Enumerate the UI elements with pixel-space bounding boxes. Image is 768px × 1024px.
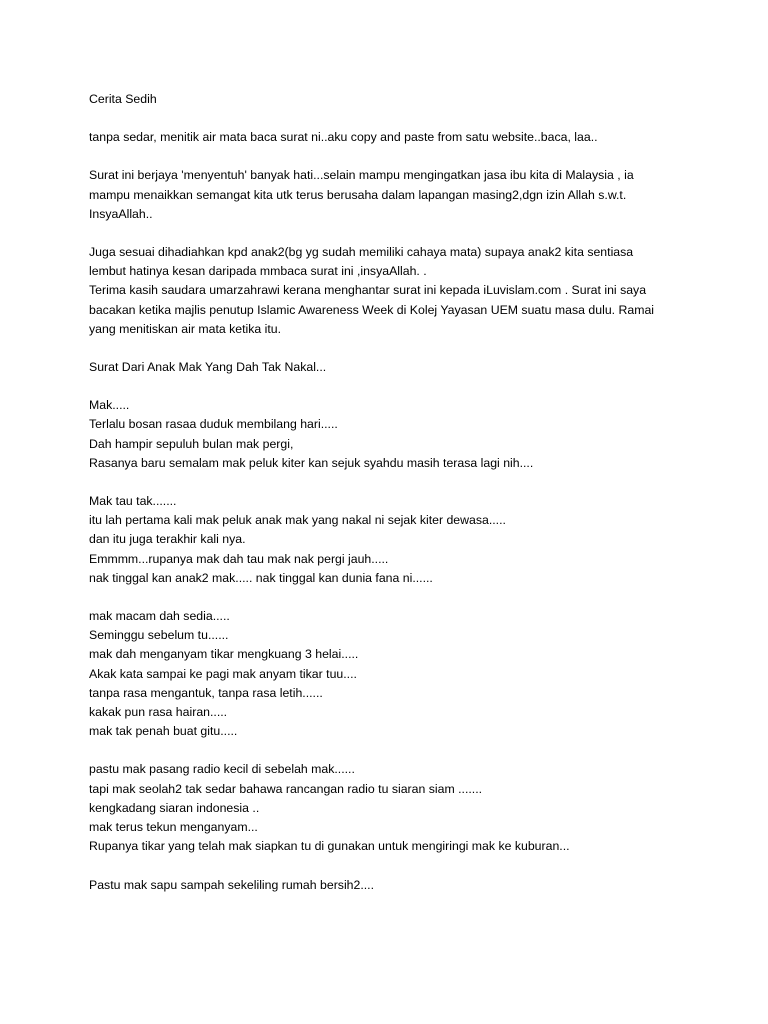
text-line: Terima kasih saudara umarzahrawi kerana menghantar surat ini kepada iLuvislam.com . Surat ini saya — [89, 283, 647, 298]
text-line: tapi mak seolah2 tak sedar bahawa rancangan radio tu siaran siam ....... — [89, 781, 483, 796]
paragraph-list — [89, 128, 689, 895]
document-body — [89, 90, 689, 914]
text-line: mak terus tekun menganyam... — [89, 820, 258, 835]
text-line: Juga sesuai dihadiahkan kpd anak2(bg yg sudah memiliki cahaya mata) supaya anak2 kita sentiasa — [89, 245, 634, 260]
document-title: Cerita Sedih — [89, 92, 157, 106]
text-line: Akak kata sampai ke pagi mak anyam tikar tuu.... — [89, 666, 357, 681]
paragraph — [89, 166, 689, 224]
text-line: tanpa sedar, menitik air mata baca surat ni..aku copy and paste from satu website..baca, laa.. — [89, 130, 598, 145]
text-line: lembut hatinya kesan daripada mmbaca surat ini ,insyaAllah. . — [89, 264, 427, 279]
text-line: Surat ini berjaya 'menyentuh' banyak hati...selain mampu mengingatkan jasa ibu kita di Malaysia , ia — [89, 168, 634, 183]
paragraph — [89, 760, 689, 856]
text-line: Rasanya baru semalam mak peluk kiter kan sejuk syahdu masih terasa lagi nih.... — [89, 455, 534, 470]
text-line: Pastu mak sapu sampah sekeliling rumah bersih2.... — [89, 877, 375, 892]
text-line: itu lah pertama kali mak peluk anak mak yang nakal ni sejak kiter dewasa..... — [89, 513, 506, 528]
text-line: bacakan ketika majlis penutup Islamic Awareness Week di Kolej Yayasan UEM suatu masa dulu. Ramai — [89, 302, 655, 317]
text-line: Mak..... — [89, 398, 130, 413]
text-line: kengkadang siaran indonesia .. — [89, 800, 260, 815]
text-line: Mak tau tak....... — [89, 494, 177, 509]
text-line: Surat Dari Anak Mak Yang Dah Tak Nakal... — [89, 360, 327, 375]
text-line: mak macam dah sedia..... — [89, 609, 230, 624]
text-line: tanpa rasa mengantuk, tanpa rasa letih...... — [89, 685, 323, 700]
paragraph — [89, 396, 689, 473]
text-line: Emmmm...rupanya mak dah tau mak nak pergi jauh..... — [89, 551, 389, 566]
paragraph — [89, 876, 689, 895]
text-line: kakak pun rasa hairan..... — [89, 705, 228, 720]
paragraph — [89, 358, 689, 377]
text-line: Terlalu bosan rasaa duduk membilang hari..... — [89, 417, 338, 432]
text-line: Rupanya tikar yang telah mak siapkan tu di gunakan untuk mengiringi mak ke kuburan... — [89, 839, 570, 854]
paragraph — [89, 128, 689, 147]
paragraph — [89, 607, 689, 741]
text-line: Seminggu sebelum tu...... — [89, 628, 229, 643]
text-line: mak dah menganyam tikar mengkuang 3 helai..... — [89, 647, 359, 662]
text-line: yang menitiskan air mata ketika itu. — [89, 321, 282, 336]
text-line: Dah hampir sepuluh bulan mak pergi, — [89, 436, 294, 451]
text-line: InsyaAllah.. — [89, 206, 153, 221]
paragraph — [89, 492, 689, 588]
paragraph — [89, 243, 689, 339]
text-line: mampu menaikkan semangat kita utk terus berusaha dalam lapangan masing2,dgn izin Allah s.w.t. — [89, 187, 627, 202]
text-line: mak tak penah buat gitu..... — [89, 724, 238, 739]
text-line: nak tinggal kan anak2 mak..... nak tinggal kan dunia fana ni...... — [89, 570, 433, 585]
text-line: pastu mak pasang radio kecil di sebelah mak...... — [89, 762, 355, 777]
text-line: dan itu juga terakhir kali nya. — [89, 532, 246, 547]
